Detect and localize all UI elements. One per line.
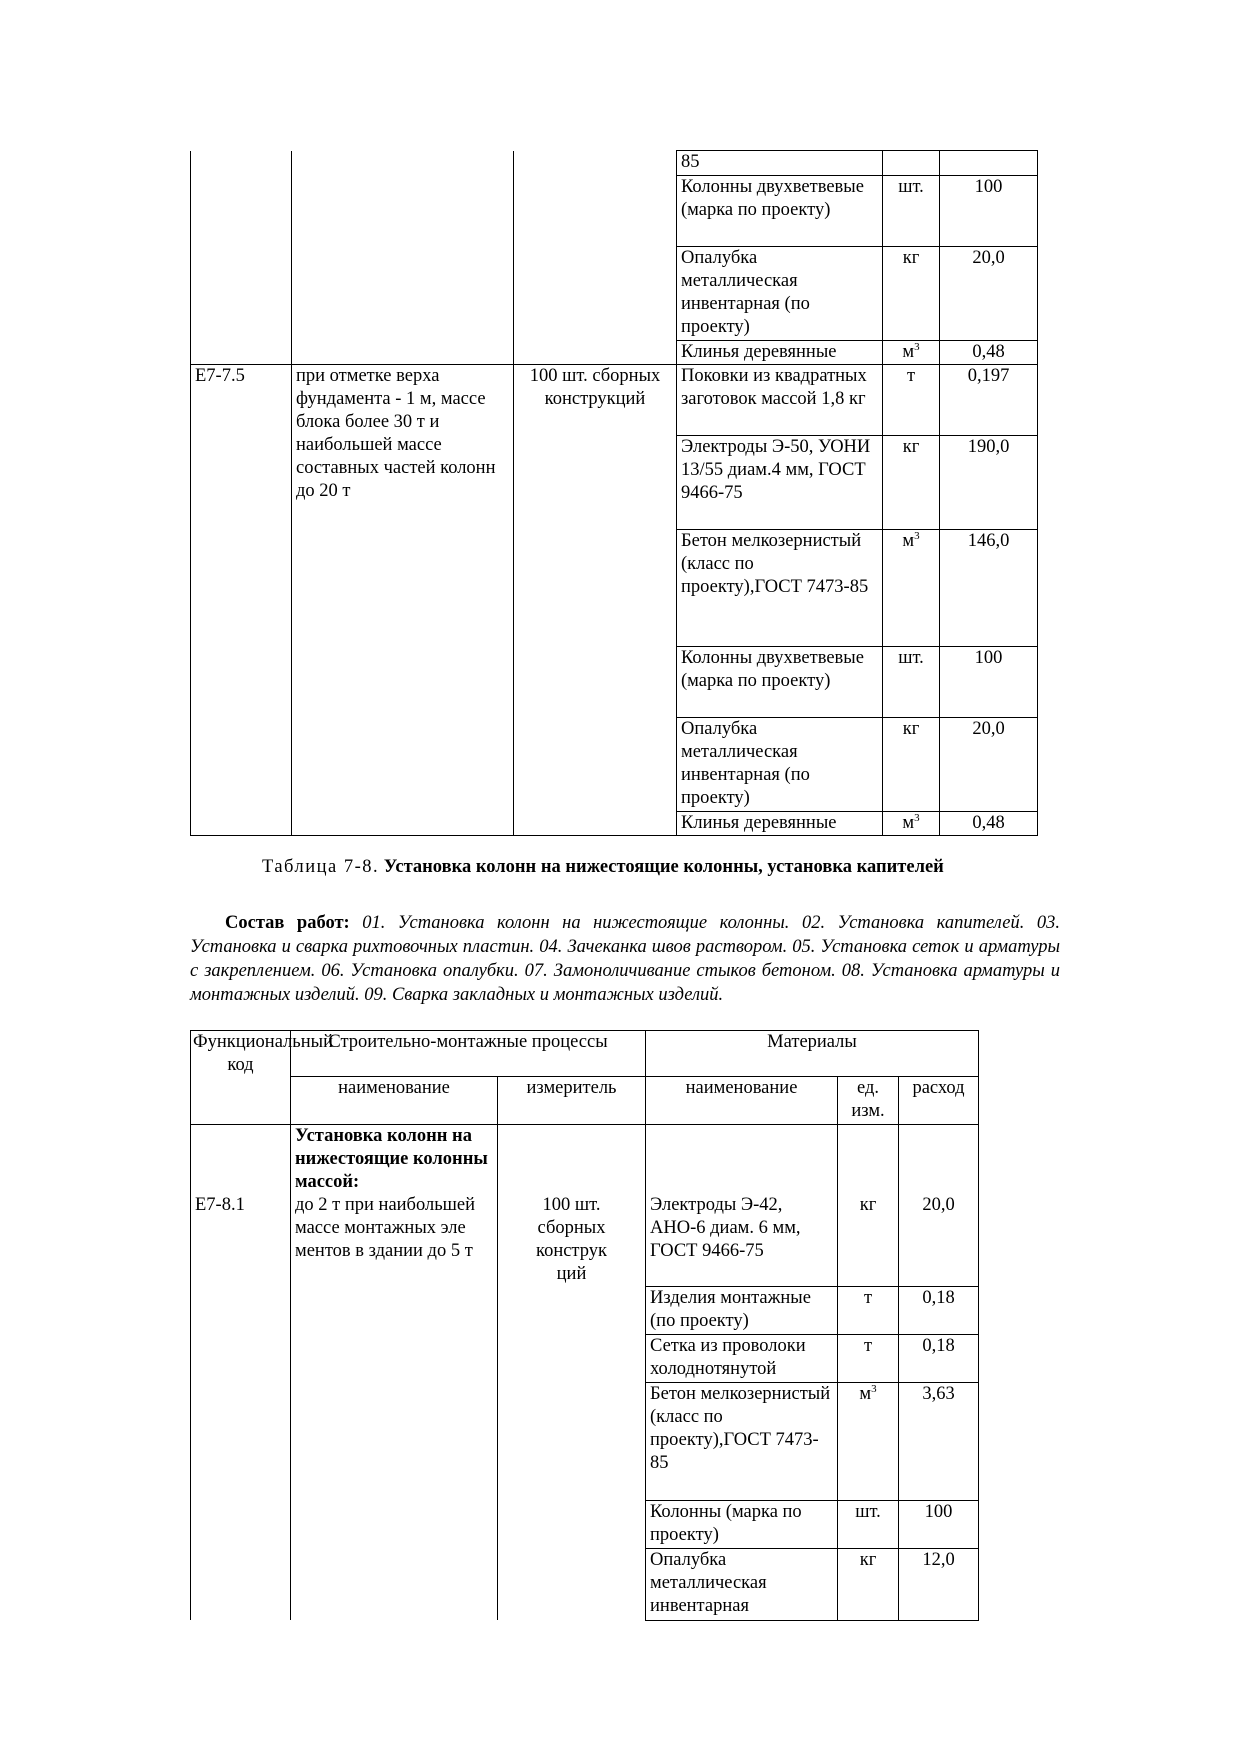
material-name: Электроды Э-42, АНО-6 диам. 6 мм, ГОСТ 9466-75 — [646, 1125, 838, 1287]
header-material-name: наименование — [646, 1077, 838, 1125]
header-row — [191, 1031, 979, 1077]
functional-code: Е7-7.5 — [191, 365, 292, 836]
header-material-amount: расход — [899, 1077, 979, 1125]
material-amount: 190,0 — [940, 436, 1038, 530]
material-amount: 100 — [940, 176, 1038, 247]
material-name: Бетон мелкозернистый (класс по проекту),ГОСТ 7473-85 — [677, 530, 883, 647]
material-name: Опалубка металлическая инвентарная (по проекту) — [677, 247, 883, 341]
work-composition-text: 01. Установка колонн на нижестоящие колонны. 02. Установка капителей. 03. Установка и сварка рихтовочных пластин. 04. Зачеканка швов раствором. 05. Установка сеток и арматуры с закреплением. 06. Установка опалубки. 07. Замоноличивание стыков бетоном. 08. Установка арматуры и монтажных изделий. 09. Сварка закладных и монтажных изделий. — [190, 913, 1061, 1005]
process-name: при отметке верха фундамента - 1 м, массе блока более 30 т и наибольшей массе составных частей колонн до 20 т — [292, 365, 514, 836]
material-amount: 0,48 — [940, 341, 1038, 365]
header-row — [191, 1077, 979, 1125]
header-process-name: наименование — [291, 1077, 498, 1125]
header-process-measure: измеритель — [498, 1077, 646, 1125]
group-title: Установка колонн на нижестоящие колонны массой: — [295, 1126, 488, 1192]
material-amount: 20,0 — [940, 247, 1038, 341]
material-amount — [940, 151, 1038, 176]
caption-title: Установка колонн на нижестоящие колонны, установка капителей — [383, 857, 944, 877]
material-name: 85 — [677, 151, 883, 176]
table-row — [191, 365, 1038, 436]
material-amount: 12,0 — [899, 1548, 979, 1620]
material-unit — [883, 151, 940, 176]
material-unit: т — [883, 365, 940, 436]
material-unit: кг — [883, 718, 940, 812]
process-cell — [291, 1125, 498, 1287]
norms-table — [190, 1030, 979, 1621]
material-name: Опалубка металлическая инвентарная (по проекту) — [677, 718, 883, 812]
material-name: Колонны двухветвевые (марка по проекту) — [677, 647, 883, 718]
table-row — [191, 151, 1038, 176]
header-material-unit: ед. изм. — [838, 1077, 899, 1125]
material-name: Колонны (марка по проекту) — [646, 1500, 838, 1548]
table-row — [191, 1500, 979, 1548]
material-amount: 146,0 — [940, 530, 1038, 647]
material-name: Клинья деревянные — [677, 812, 883, 836]
material-amount: 20,0 — [899, 1125, 979, 1287]
material-amount: 3,63 — [899, 1382, 979, 1500]
material-unit: шт. — [838, 1500, 899, 1548]
process-measure: 100 шт. сборных конструкций — [514, 365, 677, 836]
material-name: Опалубка металлическая инвентарная — [646, 1548, 838, 1620]
material-amount: 0,18 — [899, 1334, 979, 1382]
material-amount: 0,197 — [940, 365, 1038, 436]
table-row — [191, 1548, 979, 1620]
table-row — [191, 1286, 979, 1334]
work-composition-label: Состав работ: — [225, 913, 350, 933]
material-amount: 20,0 — [940, 718, 1038, 812]
material-unit: $м^3$ — [883, 812, 940, 836]
material-name: Сетка из проволоки холоднотянутой — [646, 1334, 838, 1382]
table-row — [191, 1125, 979, 1287]
header-functional-code: Функциональный код — [191, 1031, 291, 1125]
material-unit: $м^3$ — [838, 1382, 899, 1500]
material-name: Электроды Э-50, УОНИ 13/55 диам.4 мм, ГОСТ 9466-75 — [677, 436, 883, 530]
material-name: Бетон мелкозернистый (класс по проекту),ГОСТ 7473-85 — [646, 1382, 838, 1500]
process-measure-cell — [498, 1125, 646, 1287]
material-unit: кг — [838, 1125, 899, 1287]
table-row — [191, 1382, 979, 1500]
material-unit: кг — [883, 247, 940, 341]
material-unit: кг — [883, 436, 940, 530]
process-name: до 2 т при наибольшей массе монтажных эле ментов в здании до 5 т — [295, 1195, 476, 1261]
material-unit: т — [838, 1334, 899, 1382]
material-name: Изделия монтажные (по проекту) — [646, 1286, 838, 1334]
process-measure: 100 шт. сборных конструк ций — [536, 1195, 607, 1284]
material-amount: 0,48 — [940, 812, 1038, 836]
material-unit: шт. — [883, 176, 940, 247]
table-caption — [262, 856, 1062, 879]
material-unit: кг — [838, 1548, 899, 1620]
material-unit: $м^3$ — [883, 530, 940, 647]
material-amount: 100 — [940, 647, 1038, 718]
material-name: Колонны двухветвевые (марка по проекту) — [677, 176, 883, 247]
table-row — [191, 1334, 979, 1382]
work-composition — [190, 911, 1060, 1007]
functional-code: Е7-8.1 — [191, 1125, 291, 1287]
header-processes: Строительно-монтажные процессы — [291, 1031, 646, 1077]
material-amount: 0,18 — [899, 1286, 979, 1334]
material-unit: шт. — [883, 647, 940, 718]
material-unit: т — [838, 1286, 899, 1334]
caption-label: Таблица 7-8. — [262, 857, 380, 877]
continued-norms-table — [190, 150, 1038, 836]
material-name: Клинья деревянные — [677, 341, 883, 365]
material-amount: 100 — [899, 1500, 979, 1548]
material-name: Поковки из квадратных заготовок массой 1,8 кг — [677, 365, 883, 436]
material-unit: $м^3$ — [883, 341, 940, 365]
header-materials: Материалы — [646, 1031, 979, 1077]
